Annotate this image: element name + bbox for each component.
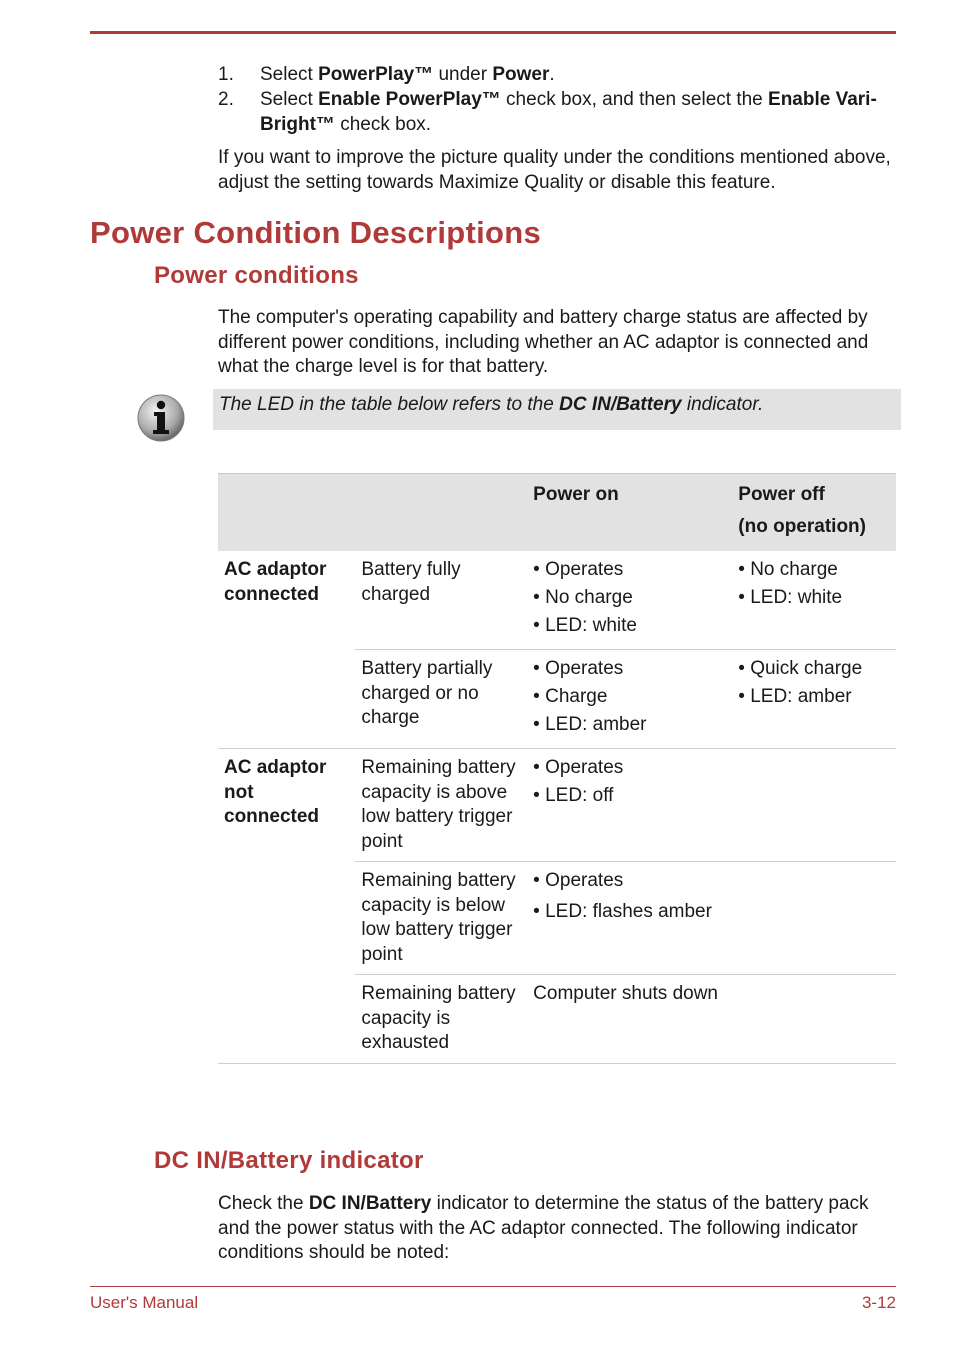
power-conditions-heading: Power conditions xyxy=(154,262,359,289)
power-on-cell: • Operates • LED: flashes amber xyxy=(527,862,732,975)
step-text: . xyxy=(549,64,555,85)
step-text: check box, and then select the xyxy=(500,89,769,110)
table-header-row xyxy=(218,474,896,552)
step-text: Select xyxy=(260,64,319,85)
step-bold: Enable Vari-Bright™ xyxy=(260,89,877,135)
steps-list xyxy=(218,62,898,137)
condition-cell: Battery partially charged or no charge xyxy=(355,650,527,749)
step-text: under xyxy=(433,64,493,85)
main-heading: Power Condition Descriptions xyxy=(90,215,542,250)
table-row xyxy=(218,551,896,650)
note-text: The LED in the table below refers to the DC IN/Battery indicator. xyxy=(219,394,764,415)
power-on-cell: • Operates • No charge • LED: white xyxy=(527,551,732,650)
power-off-cell xyxy=(732,975,896,1064)
power-on-cell: Computer shuts down xyxy=(527,975,732,1064)
table-header-power-off: Power off (no operation) xyxy=(732,474,896,552)
power-off-cell xyxy=(732,862,896,975)
table-header-cell xyxy=(218,474,355,552)
step-text: Select xyxy=(260,89,319,110)
step-number: 1. xyxy=(218,64,234,85)
step-number: 2. xyxy=(218,89,234,110)
power-off-cell xyxy=(732,749,896,862)
group-cell: AC adaptor not connected xyxy=(218,749,355,1064)
power-on-cell: • Operates • LED: off xyxy=(527,749,732,862)
table-header-power-on: Power on xyxy=(527,474,732,552)
step-bold: Enable PowerPlay™ xyxy=(318,89,501,110)
power-on-cell: • Operates • Charge • LED: amber xyxy=(527,650,732,749)
step-2 xyxy=(218,87,898,137)
intro-paragraph: If you want to improve the picture quality under the conditions mentioned above, adjust the setting towards Maximize Quality or disable this feature. xyxy=(218,147,891,193)
note-box xyxy=(213,389,901,430)
step-text: check box. xyxy=(334,114,432,135)
condition-cell: Remaining battery capacity is exhausted xyxy=(355,975,527,1064)
dcin-heading: DC IN/Battery indicator xyxy=(154,1147,424,1174)
header-rule xyxy=(90,31,896,34)
footer-manual-title: User's Manual xyxy=(90,1293,199,1312)
info-icon xyxy=(136,393,186,443)
footer-rule xyxy=(90,1286,896,1287)
condition-cell: Remaining battery capacity is above low battery trigger point xyxy=(355,749,527,862)
step-1 xyxy=(218,62,898,87)
table-row xyxy=(218,749,896,862)
power-conditions-paragraph: The computer's operating capability and battery charge status are affected by different power conditions, including whether an AC adaptor is connected and what the charge level is for that battery. xyxy=(218,307,869,377)
condition-cell: Remaining battery capacity is below low battery trigger point xyxy=(355,862,527,975)
dcin-paragraph: Check the DC IN/Battery indicator to determine the status of the battery pack and the power status with the AC adaptor connected. The following indicator conditions should be noted: xyxy=(218,1193,869,1263)
page-number: 3-12 xyxy=(861,1293,896,1312)
power-off-cell: • No charge • LED: white xyxy=(732,551,896,650)
condition-cell: Battery fully charged xyxy=(355,551,527,650)
step-bold: Power xyxy=(492,64,550,85)
power-off-cell: • Quick charge • LED: amber xyxy=(732,650,896,749)
group-cell: AC adaptor connected xyxy=(218,551,355,749)
power-conditions-table xyxy=(218,473,896,1064)
table-header-cell xyxy=(355,474,527,552)
step-bold: PowerPlay™ xyxy=(318,64,434,85)
